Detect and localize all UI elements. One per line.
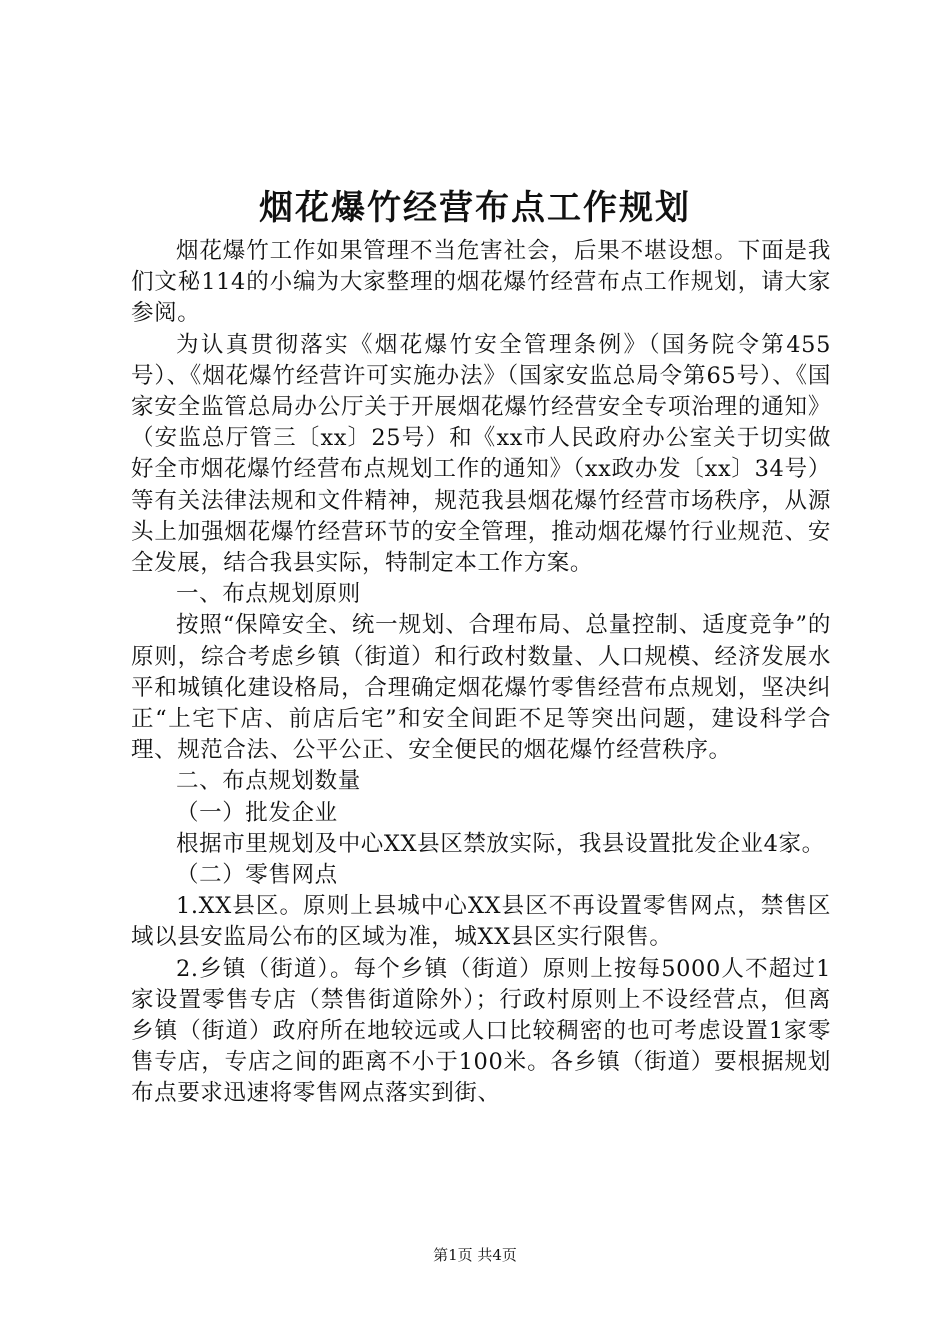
page-footer: 第1页 共4页 bbox=[433, 1246, 517, 1264]
subheading-wholesale: （一）批发企业 bbox=[176, 799, 338, 826]
retail-township-paragraph: 2.乡镇（街道）。每个乡镇（街道）原则上按每5000人不超过1家设置零售专店（禁售街道除外）；行政村原则上不设经营点，但离乡镇（街道）政府所在地较远或人口比较稠密的也可考虑设置1家零售专店，专店之间的距离不小于100米。各乡镇（街道）要根据规划布点要求迅速将零售网点落实到街、 bbox=[131, 955, 831, 1107]
document-body bbox=[131, 236, 831, 1110]
document-title: 烟花爆竹经营布点工作规划 bbox=[259, 188, 691, 228]
section-heading-quantity: 二、布点规划数量 bbox=[176, 768, 361, 795]
principles-paragraph: 按照“保障安全、统一规划、合理布局、总量控制、适度竞争”的原则，综合考虑乡镇（街道）和行政村数量、人口规模、经济发展水平和城镇化建设格局，合理确定烟花爆竹零售经营布点规划，坚决纠正“上宅下店、前店后宅”和安全间距不足等突出问题，建设科学合理、规范合法、公平公正、安全便民的烟花爆竹经营秩序。 bbox=[131, 612, 831, 764]
retail-county-paragraph: 1.XX县区。原则上县城中心XX县区不再设置零售网点，禁售区域以县安监局公布的区域为准，城XX县区实行限售。 bbox=[131, 893, 831, 951]
wholesale-paragraph: 根据市里规划及中心XX县区禁放实际，我县设置批发企业4家。 bbox=[176, 830, 825, 857]
purpose-paragraph: 为认真贯彻落实《烟花爆竹安全管理条例》（国务院令第455号）、《烟花爆竹经营许可实施办法》（国家安监总局令第65号）、《国家安全监管总局办公厅关于开展烟花爆竹经营安全专项治理的通知》（安监总厅管三〔xx〕25号）和《xx市人民政府办公室关于切实做好全市烟花爆竹经营布点规划工作的通知》（xx政办发〔xx〕34号）等有关法律法规和文件精神，规范我县烟花爆竹经营市场秩序，从源头上加强烟花爆竹经营环节的安全管理，推动烟花爆竹行业规范、安全发展，结合我县实际，特制定本工作方案。 bbox=[131, 331, 831, 577]
subheading-retail: （二）零售网点 bbox=[176, 862, 338, 889]
intro-paragraph: 烟花爆竹工作如果管理不当危害社会，后果不堪设想。下面是我们文秘114的小编为大家整理的烟花爆竹经营布点工作规划，请大家参阅。 bbox=[131, 238, 831, 327]
section-heading-principles: 一、布点规划原则 bbox=[176, 581, 361, 608]
